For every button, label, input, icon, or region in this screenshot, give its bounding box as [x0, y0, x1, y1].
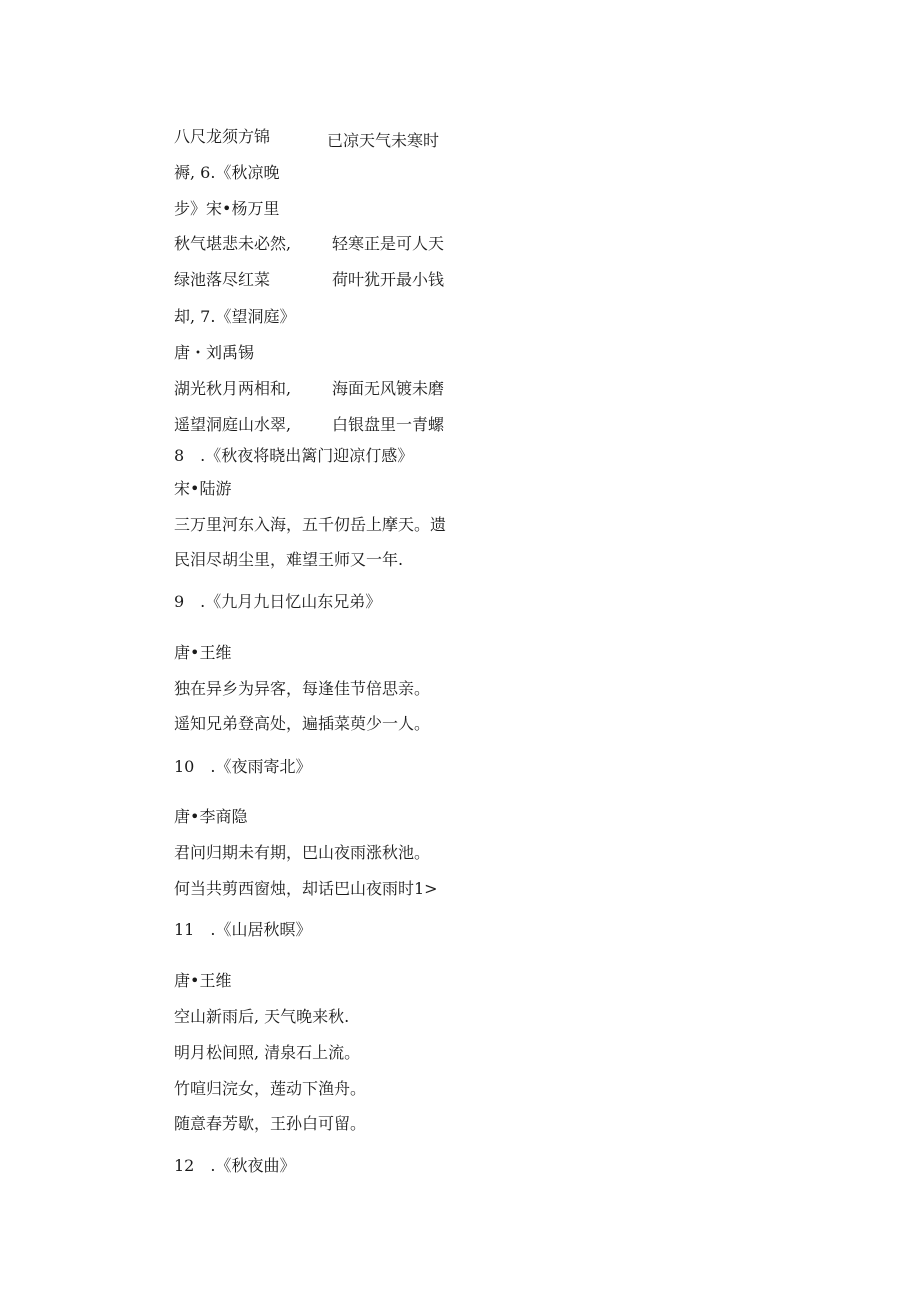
poem-line: 何当共剪西窗烛，却话巴山夜雨时1> [174, 879, 438, 898]
poem-line: 褥, 6.《秋凉晚 [174, 163, 280, 182]
poem-line: 遥望洞庭山水翠, 白银盘里一青螺 [174, 415, 445, 434]
section-heading: 8 .《秋夜将晓出篱门迎凉仃感》 [174, 446, 414, 465]
poem-line-right: 轻寒正是可人天 [332, 234, 445, 253]
poem-line: 民泪尽胡尘里，难望王师又一年. [174, 550, 404, 569]
poem-line-right: 白银盘里一青螺 [332, 415, 445, 434]
poem-line: 遥知兄弟登高处，遍插菜萸少一人。 [174, 714, 431, 733]
poem-line: 三万里河东入海，五千仞岳上摩天。遗 [174, 515, 447, 534]
poem-line: 君问归期未有期，巴山夜雨涨秋池。 [174, 843, 431, 862]
poem-line: 独在异乡为异客，每逢佳节倍思亲。 [174, 679, 431, 698]
poem-line: 明月松间照, 清泉石上流。 [174, 1043, 361, 1062]
poem-author: 宋•陆游 [174, 479, 232, 498]
poem-line: 秋气堪悲未必然, 轻寒正是可人天 [174, 234, 445, 253]
section-heading: 12 .《秋夜曲》 [174, 1156, 296, 1175]
poem-line: 随意春芳歇，王孙白可留。 [174, 1114, 367, 1133]
poem-line: 绿池落尽红菜 荷叶犹开最小钱 [174, 270, 445, 289]
poem-author: 唐•李商隐 [174, 807, 248, 826]
poem-line: 步》宋•杨万里 [174, 199, 280, 218]
poem-line: 八尺龙须方锦 已凉天气未寒时 [174, 127, 440, 150]
poem-line: 唐・刘禹锡 [174, 343, 255, 362]
poem-line: 却, 7.《望洞庭》 [174, 307, 296, 326]
section-heading: 9 .《九月九日忆山东兄弟》 [174, 592, 382, 611]
poem-line-right: 荷叶犹开最小钱 [332, 270, 445, 289]
poem-line-right: 海面无风镀未磨 [332, 379, 445, 398]
poem-line: 竹喧归浣女，莲动下渔舟。 [174, 1079, 367, 1098]
poem-line: 空山新雨后, 天气晚来秋. [174, 1007, 350, 1026]
poem-line: 湖光秋月两相和, 海面无风镀未磨 [174, 379, 445, 398]
section-heading: 10 .《夜雨寄北》 [174, 757, 312, 776]
poem-author: 唐•王维 [174, 971, 232, 990]
poem-line-right: 已凉天气未寒时 [327, 131, 440, 150]
poem-author: 唐•王维 [174, 643, 232, 662]
section-heading: 11 .《山居秋暝》 [174, 920, 312, 939]
